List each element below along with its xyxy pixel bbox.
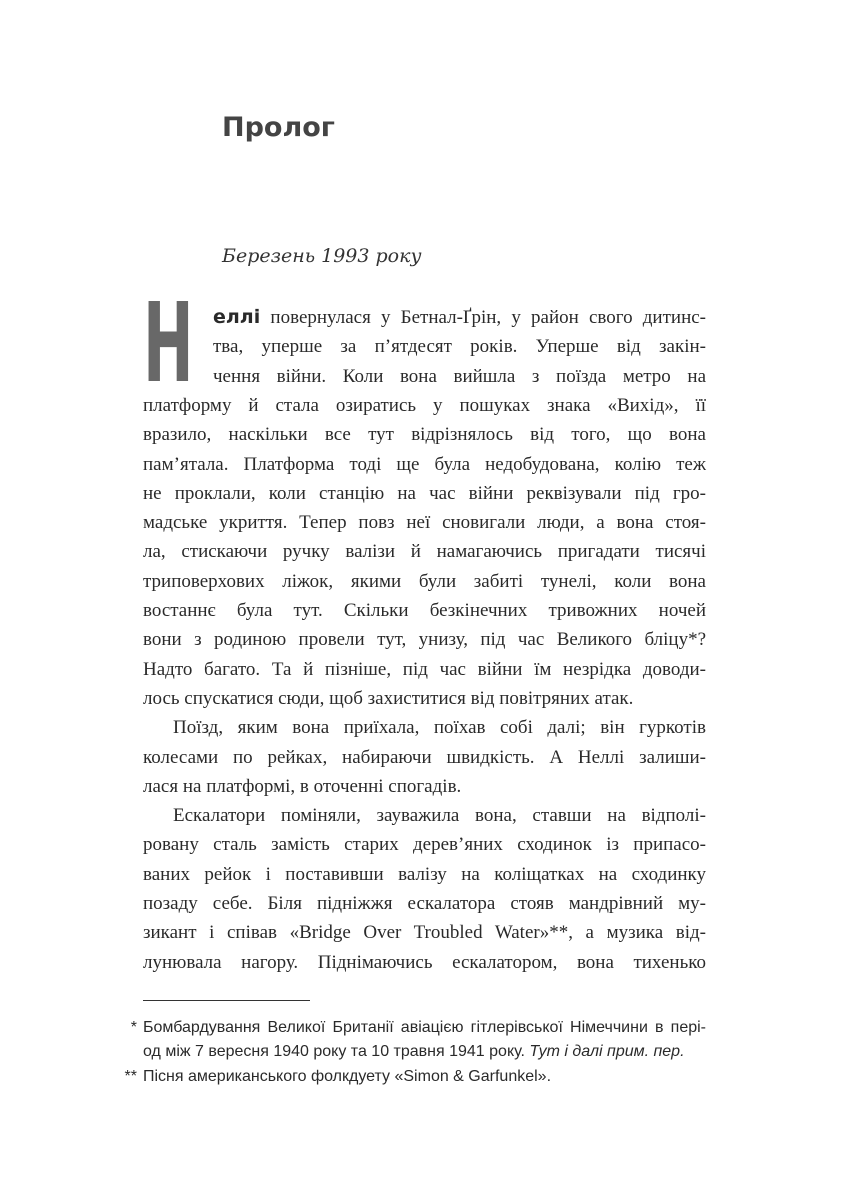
text-line: Поїзд, яким вона приїхала, поїхав собі далі; він гуркотів [173, 717, 706, 739]
footnote-1-cont [143, 1040, 706, 1064]
text-line: чення війни. Коли вона вийшла з поїзда метро на [213, 365, 706, 387]
text-line: лось спускатися сюди, щоб захиститися від повітряних атак. [143, 687, 634, 709]
drop-cap [143, 300, 195, 386]
footnote-marker: ** [124, 1068, 137, 1085]
text-line: мадське укриття. Тепер повз неї сновигали люди, а вона стоя- [143, 512, 706, 534]
chapter-date: Березень 1993 року [222, 245, 422, 267]
footnote-text: од між 7 вересня 1940 року та 10 травня 1941 року. [143, 1043, 530, 1060]
text-line: триповерхових ліжок, якими були забиті тунелі, коли вона [143, 570, 706, 592]
text-line: колесами по рейках, набираючи швидкість. А Неллі залиши- [143, 746, 706, 768]
footnote-2 [124, 1065, 706, 1089]
footnote-divider [143, 1000, 310, 1001]
text-line: ровану сталь замість старих дерев’яних сходинок із припасо- [143, 834, 706, 856]
text-line: позаду себе. Біля підніжжя ескалатора стояв мандрівний му- [143, 893, 706, 914]
text-line: вони з родиною провели тут, унизу, під час Великого бліцу*? [143, 629, 706, 651]
first-word: еллі [213, 306, 261, 328]
drop-cap-letter: Н [143, 300, 194, 386]
text-line: тва, уперше за п’ятдесят років. Уперше від закін- [213, 336, 706, 358]
text-line: Надто багато. Та й пізніше, під час війни їм незрідка доводи- [143, 658, 706, 680]
footnote-1 [130, 1016, 706, 1040]
text-line: пам’ятала. Платформа тоді ще була недобудована, колію теж [143, 453, 706, 475]
footnote-text: Бомбардування Великої Британії авіацією гітлерівської Німеччини в пері- [143, 1019, 706, 1036]
chapter-title: Пролог [222, 112, 335, 143]
translator-note: Тут і далі прим. пер. [529, 1043, 685, 1060]
text-line: платформу й стала озиратись у пошуках знака «Вихід», її [143, 394, 706, 416]
text-line: ла, стискаючи ручку валізи й намагаючись пригадати тисячі [143, 541, 706, 563]
text-line: востаннє була тут. Скільки безкінечних тривожних ночей [143, 600, 706, 621]
footnote-text: Пісня американського фолкдуету «Simon & Garfunkel». [143, 1068, 552, 1085]
text-line: зикант і співав «Bridge Over Troubled Water»**, а музика від- [143, 922, 706, 944]
text-line: Ескалатори поміняли, зауважила вона, ставши на відполі- [173, 805, 706, 827]
text-line: не проклали, коли станцію на час війни реквізували під гро- [143, 482, 706, 504]
text-line: ваних рейок і поставивши валізу на коліщатках на сходинку [143, 863, 706, 885]
footnote-marker: * [130, 1019, 137, 1036]
text-line: вразило, наскільки все тут відрізнялось від того, що вона [143, 424, 706, 446]
line-text: повернулася у Бетнал-Ґрін, у район свого дитинс- [260, 307, 706, 328]
text-line: лася на платформі, в оточенні спогадів. [143, 775, 462, 797]
text-line: лунювала нагору. Піднімаючись ескалатором, вона тихенько [143, 951, 706, 973]
text-line [213, 303, 706, 332]
